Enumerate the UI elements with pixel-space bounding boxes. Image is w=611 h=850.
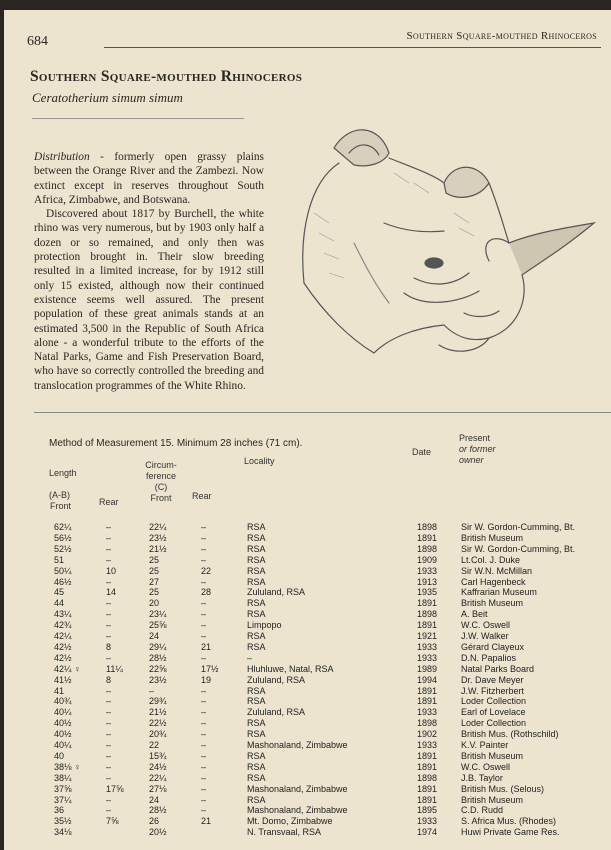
cell-length-rear: – bbox=[106, 772, 112, 783]
cell-locality: RSA bbox=[247, 631, 266, 641]
table-row bbox=[4, 816, 611, 827]
table-row bbox=[4, 795, 611, 806]
cell-circumference-rear: – bbox=[201, 532, 207, 543]
cell-locality: Zululand, RSA bbox=[247, 707, 306, 718]
header-date: Date bbox=[412, 447, 432, 457]
cell-circumference-front: 23¼ bbox=[149, 609, 167, 620]
cell-locality: RSA bbox=[247, 565, 266, 576]
cell-date: 1895 bbox=[417, 805, 438, 816]
header-ab: (A-B) bbox=[49, 490, 70, 500]
measurement-method: Method of Measurement 15. Minimum 28 inches (71 cm). bbox=[49, 438, 303, 449]
header-rear: Rear bbox=[99, 497, 119, 507]
cell-circumference-front: 22¼ bbox=[149, 522, 167, 532]
cell-length-front: 50¼ bbox=[54, 565, 72, 576]
cell-owner: British Mus. (Selous) bbox=[461, 783, 545, 794]
cell-length-rear: – bbox=[106, 718, 112, 729]
cell-circumference-rear: – bbox=[201, 652, 207, 663]
cell-length-rear: – bbox=[106, 543, 112, 554]
cell-length-front: 37⅝ bbox=[54, 783, 72, 794]
cell-circumference-rear: 19 bbox=[201, 674, 212, 685]
section-rule bbox=[34, 412, 611, 413]
cell-owner: Natal Parks Board bbox=[461, 663, 535, 674]
header-locality: Locality bbox=[244, 456, 275, 466]
rhino-head-illustration bbox=[294, 113, 604, 368]
cell-locality: RSA bbox=[247, 772, 266, 783]
cell-owner: British Mus. (Rothschild) bbox=[461, 729, 559, 740]
cell-owner: J.B. Taylor bbox=[461, 772, 503, 783]
cell-length-front: 51 bbox=[54, 554, 65, 565]
cell-date: 1891 bbox=[417, 620, 438, 631]
cell-length-front: 43¼ bbox=[54, 609, 72, 620]
cell-owner: D.N. Papalios bbox=[461, 652, 517, 663]
cell-length-front: 35½ bbox=[54, 816, 72, 827]
cell-circumference-front: 20¾ bbox=[149, 729, 167, 740]
cell-circumference-rear: – bbox=[201, 576, 207, 587]
distribution-label: Distribution bbox=[34, 151, 90, 163]
cell-locality: Mt. Domo, Zimbabwe bbox=[247, 816, 333, 827]
cell-circumference-front: 29¾ bbox=[149, 696, 167, 707]
cell-date: 1974 bbox=[417, 827, 438, 838]
table-row bbox=[4, 664, 611, 675]
cell-circumference-front: 21½ bbox=[149, 543, 167, 554]
table-row bbox=[4, 718, 611, 729]
cell-owner: Huwi Private Game Res. bbox=[461, 827, 560, 838]
cell-owner: British Museum bbox=[461, 794, 524, 805]
cell-owner: K.V. Painter bbox=[461, 740, 509, 750]
table-row bbox=[4, 762, 611, 773]
table-row bbox=[4, 566, 611, 577]
cell-length-rear: 17⅝ bbox=[106, 783, 124, 794]
table-row bbox=[4, 784, 611, 795]
cell-date: 1933 bbox=[417, 652, 438, 663]
cell-length-front: 40 bbox=[54, 750, 65, 761]
scientific-name: Ceratotherium simum simum bbox=[32, 90, 183, 105]
cell-owner: Kaffrarian Museum bbox=[461, 587, 537, 598]
cell-locality: – bbox=[247, 652, 253, 663]
page-number: 684 bbox=[27, 34, 48, 49]
cell-date: 1989 bbox=[417, 663, 438, 674]
cell-circumference-rear: 21 bbox=[201, 641, 212, 652]
cell-locality: Mashonaland, Zimbabwe bbox=[247, 740, 348, 750]
header-circ-front: Front bbox=[150, 493, 172, 503]
cell-locality: Zululand, RSA bbox=[247, 674, 306, 685]
table-row bbox=[4, 533, 611, 544]
cell-owner: Dr. Dave Meyer bbox=[461, 674, 524, 685]
cell-date: 1891 bbox=[417, 761, 438, 772]
cell-date: 1933 bbox=[417, 740, 438, 750]
cell-length-front: 38¼ bbox=[54, 772, 72, 783]
cell-locality: Hluhluwe, Natal, RSA bbox=[247, 663, 334, 674]
header-length: Length bbox=[49, 468, 77, 478]
cell-circumference-rear: – bbox=[201, 772, 207, 783]
table-row bbox=[4, 544, 611, 555]
cell-length-front: 45 bbox=[54, 587, 65, 598]
cell-circumference-front: 24 bbox=[149, 794, 160, 805]
header-owner-3: owner bbox=[459, 455, 484, 465]
cell-circumference-front: 21½ bbox=[149, 707, 167, 718]
cell-circumference-front: 22⅝ bbox=[149, 663, 167, 674]
cell-circumference-front: 20½ bbox=[149, 827, 167, 838]
header-owner-2: or former bbox=[459, 444, 496, 454]
cell-length-front: 40½ bbox=[54, 729, 72, 740]
cell-date: 1898 bbox=[417, 718, 438, 729]
cell-length-rear: – bbox=[106, 598, 112, 609]
cell-date: 1935 bbox=[417, 587, 438, 598]
cell-length-front: 44 bbox=[54, 598, 65, 609]
cell-locality: Mashonaland, Zimbabwe bbox=[247, 805, 348, 816]
cell-circumference-rear: – bbox=[201, 609, 207, 620]
cell-circumference-front: 24 bbox=[149, 631, 160, 641]
cell-date: 1891 bbox=[417, 685, 438, 696]
cell-circumference-front: 15¾ bbox=[149, 750, 167, 761]
table-row bbox=[4, 707, 611, 718]
cell-circumference-front: 29¼ bbox=[149, 641, 167, 652]
cell-owner: Loder Collection bbox=[461, 718, 527, 729]
cell-circumference-front: 25 bbox=[149, 587, 160, 598]
cell-circumference-rear: 28 bbox=[201, 587, 212, 598]
cell-date: 1933 bbox=[417, 641, 438, 652]
cell-locality: RSA bbox=[247, 576, 266, 587]
cell-owner: British Museum bbox=[461, 532, 524, 543]
cell-length-front: 46½ bbox=[54, 576, 72, 587]
cell-date: 1891 bbox=[417, 750, 438, 761]
header-rule bbox=[104, 47, 601, 48]
cell-circumference-front: – bbox=[149, 685, 155, 696]
cell-locality: RSA bbox=[247, 761, 266, 772]
cell-locality: RSA bbox=[247, 685, 266, 696]
table-row bbox=[4, 555, 611, 566]
cell-owner: Sir W.N. McMillan bbox=[461, 565, 533, 576]
cell-length-front: 42¼ bbox=[54, 631, 72, 641]
header-circum-2: ference bbox=[145, 471, 177, 481]
cell-date: 1933 bbox=[417, 816, 438, 827]
table-row bbox=[4, 642, 611, 653]
cell-length-rear: 14 bbox=[106, 587, 117, 598]
cell-length-front: 38⅛ ♀ bbox=[54, 761, 81, 772]
cell-circumference-rear: – bbox=[201, 761, 207, 772]
cell-length-rear: – bbox=[106, 729, 112, 740]
cell-owner: Sir W. Gordon-Cumming, Bt. bbox=[461, 543, 576, 554]
cell-locality: RSA bbox=[247, 794, 266, 805]
cell-circumference-rear: – bbox=[201, 750, 207, 761]
table-row bbox=[4, 696, 611, 707]
cell-circumference-rear: – bbox=[201, 543, 207, 554]
cell-circumference-rear: 22 bbox=[201, 565, 212, 576]
header-owner-1: Present bbox=[459, 433, 491, 443]
cell-circumference-front: 22 bbox=[149, 740, 160, 750]
cell-circumference-rear: – bbox=[201, 598, 207, 609]
cell-locality: RSA bbox=[247, 598, 266, 609]
cell-owner: J.W. Walker bbox=[461, 631, 509, 641]
cell-length-front: 40¼ bbox=[54, 740, 72, 750]
table-row bbox=[4, 827, 611, 838]
cell-circumference-front: 22½ bbox=[149, 718, 167, 729]
cell-length-rear: – bbox=[106, 750, 112, 761]
cell-date: 1921 bbox=[417, 631, 438, 641]
cell-circumference-rear: 17½ bbox=[201, 663, 219, 674]
cell-locality: RSA bbox=[247, 609, 266, 620]
cell-length-rear: – bbox=[106, 685, 112, 696]
cell-circumference-rear: – bbox=[201, 805, 207, 816]
cell-length-rear: – bbox=[106, 532, 112, 543]
cell-length-rear: – bbox=[106, 805, 112, 816]
cell-circumference-front: 26 bbox=[149, 816, 160, 827]
cell-length-front: 40¾ bbox=[54, 696, 72, 707]
cell-locality: RSA bbox=[247, 696, 266, 707]
cell-length-rear: – bbox=[106, 576, 112, 587]
running-head: Southern Square-mouthed Rhinoceros bbox=[406, 30, 597, 42]
cell-length-rear: 8 bbox=[106, 674, 112, 685]
cell-circumference-front: 25 bbox=[149, 565, 160, 576]
cell-date: 1933 bbox=[417, 707, 438, 718]
cell-date: 1909 bbox=[417, 554, 438, 565]
distribution-text bbox=[34, 150, 264, 393]
distribution-intro: - formerly open grassy plains between the Orange River and the Zambezi. Now extinct except in reserves throughout South Africa, Zimbabwe, and Botswana. bbox=[34, 151, 264, 206]
cell-length-front: 42¼ ♀ bbox=[54, 663, 81, 674]
cell-owner: A. Beit bbox=[461, 609, 488, 620]
cell-date: 1898 bbox=[417, 543, 438, 554]
table-row bbox=[4, 620, 611, 631]
cell-circumference-rear: – bbox=[201, 522, 207, 532]
book-page bbox=[4, 10, 611, 850]
table-row bbox=[4, 729, 611, 740]
cell-owner: Loder Collection bbox=[461, 696, 527, 707]
cell-circumference-rear: – bbox=[201, 729, 207, 740]
table-row bbox=[4, 805, 611, 816]
cell-length-front: 52½ bbox=[54, 543, 72, 554]
cell-length-front: 56½ bbox=[54, 532, 72, 543]
cell-date: 1933 bbox=[417, 565, 438, 576]
cell-length-front: 62¼ bbox=[54, 522, 72, 532]
cell-owner: British Museum bbox=[461, 598, 524, 609]
cell-circumference-rear: – bbox=[201, 794, 207, 805]
cell-owner: British Museum bbox=[461, 750, 524, 761]
cell-circumference-rear: – bbox=[201, 696, 207, 707]
cell-circumference-front: 27 bbox=[149, 576, 160, 587]
cell-locality: RSA bbox=[247, 729, 266, 740]
table-row bbox=[4, 740, 611, 751]
cell-circumference-rear: – bbox=[201, 783, 207, 794]
cell-owner: Carl Hagenbeck bbox=[461, 576, 526, 587]
cell-locality: RSA bbox=[247, 750, 266, 761]
cell-length-front: 34⅛ bbox=[54, 827, 72, 838]
table-row bbox=[4, 577, 611, 588]
table-row bbox=[4, 522, 611, 533]
cell-owner: J.W. Fitzherbert bbox=[461, 685, 525, 696]
cell-date: 1891 bbox=[417, 783, 438, 794]
cell-length-front: 37¼ bbox=[54, 794, 72, 805]
cell-date: 1898 bbox=[417, 522, 438, 532]
cell-date: 1994 bbox=[417, 674, 438, 685]
cell-length-front: 42¾ bbox=[54, 620, 72, 631]
cell-length-front: 41 bbox=[54, 685, 65, 696]
cell-owner: S. Africa Mus. (Rhodes) bbox=[461, 816, 557, 827]
cell-circumference-rear: – bbox=[201, 707, 207, 718]
cell-circumference-rear: 21 bbox=[201, 816, 212, 827]
cell-date: 1913 bbox=[417, 576, 438, 587]
cell-circumference-front: 25⅝ bbox=[149, 620, 167, 631]
cell-circumference-rear: – bbox=[201, 620, 207, 631]
title-rule bbox=[32, 118, 244, 119]
cell-circumference-rear: – bbox=[201, 718, 207, 729]
cell-circumference-front: 27⅛ bbox=[149, 783, 167, 794]
cell-circumference-front: 23½ bbox=[149, 674, 167, 685]
cell-length-front: 40¼ bbox=[54, 707, 72, 718]
cell-locality: RSA bbox=[247, 641, 266, 652]
table-row bbox=[4, 675, 611, 686]
cell-circumference-rear: – bbox=[201, 740, 207, 750]
cell-locality: RSA bbox=[247, 718, 266, 729]
cell-date: 1898 bbox=[417, 609, 438, 620]
cell-circumference-front: 28½ bbox=[149, 652, 167, 663]
header-circum-3: (C) bbox=[154, 482, 168, 492]
cell-locality: RSA bbox=[247, 532, 266, 543]
cell-length-rear: – bbox=[106, 522, 112, 532]
table-row bbox=[4, 773, 611, 784]
cell-circumference-front: 25 bbox=[149, 554, 160, 565]
cell-circumference-rear: – bbox=[201, 554, 207, 565]
cell-length-front: 36 bbox=[54, 805, 65, 816]
cell-length-rear: – bbox=[106, 740, 112, 750]
cell-circumference-front: 22¼ bbox=[149, 772, 167, 783]
cell-owner: Earl of Lovelace bbox=[461, 707, 526, 718]
cell-circumference-front: 24½ bbox=[149, 761, 167, 772]
table-row bbox=[4, 587, 611, 598]
table-row bbox=[4, 653, 611, 664]
cell-length-rear: 8 bbox=[106, 641, 112, 652]
cell-length-rear: 7⅝ bbox=[106, 816, 119, 827]
cell-length-rear: – bbox=[106, 620, 112, 631]
cell-date: 1902 bbox=[417, 729, 438, 740]
cell-length-rear: – bbox=[106, 631, 112, 641]
cell-length-rear: – bbox=[106, 794, 112, 805]
cell-locality: RSA bbox=[247, 554, 266, 565]
cell-length-rear: – bbox=[106, 554, 112, 565]
cell-circumference-front: 28½ bbox=[149, 805, 167, 816]
table-row bbox=[4, 686, 611, 697]
header-circ-rear: Rear bbox=[192, 491, 212, 501]
cell-length-rear: – bbox=[106, 609, 112, 620]
cell-date: 1891 bbox=[417, 598, 438, 609]
table-row bbox=[4, 609, 611, 620]
cell-owner: Gérard Clayeux bbox=[461, 641, 525, 652]
cell-owner: W.C. Oswell bbox=[461, 761, 511, 772]
table-row bbox=[4, 598, 611, 609]
cell-date: 1898 bbox=[417, 772, 438, 783]
cell-locality: Zululand, RSA bbox=[247, 587, 306, 598]
cell-locality: RSA bbox=[247, 522, 266, 532]
cell-length-front: 42½ bbox=[54, 652, 72, 663]
cell-circumference-front: 20 bbox=[149, 598, 160, 609]
species-title: Southern Square-mouthed Rhinoceros bbox=[30, 68, 303, 85]
cell-date: 1891 bbox=[417, 532, 438, 543]
cell-date: 1891 bbox=[417, 794, 438, 805]
cell-length-rear: – bbox=[106, 652, 112, 663]
cell-locality: RSA bbox=[247, 543, 266, 554]
cell-owner: Sir W. Gordon-Cumming, Bt. bbox=[461, 522, 576, 532]
table-row bbox=[4, 751, 611, 762]
cell-length-rear: – bbox=[106, 696, 112, 707]
header-circum-1: Circum- bbox=[145, 460, 177, 470]
cell-length-rear: – bbox=[106, 761, 112, 772]
distribution-body: Discovered about 1817 by Burchell, the white rhino was very numerous, but by 1903 only half a dozen or so remained, and only then was protection brought in. Their slow breeding resulted in a limited increase, for by 1912 still only 15 existed, although now their continued existence seems well assured. The present population of these great animals stands at an estimated 3,500 in the Republic of South Africa alone - a wonderful tribute to the efforts of the Natal Parks, Game and Fish Preservation Board, who have so correctly controlled the breeding and translocation programmes of the White Rhino. bbox=[34, 208, 264, 392]
cell-circumference-rear: – bbox=[201, 631, 207, 641]
table-row bbox=[4, 631, 611, 642]
cell-circumference-rear: – bbox=[201, 685, 207, 696]
cell-length-rear: 11¼ bbox=[106, 663, 123, 674]
cell-length-rear: – bbox=[106, 707, 112, 718]
cell-owner: C.D. Rudd bbox=[461, 805, 504, 816]
cell-locality: Mashonaland, Zimbabwe bbox=[247, 783, 348, 794]
header-front: Front bbox=[50, 501, 72, 511]
cell-locality: N. Transvaal, RSA bbox=[247, 827, 322, 838]
cell-circumference-front: 23½ bbox=[149, 532, 167, 543]
cell-length-rear: 10 bbox=[106, 565, 117, 576]
cell-date: 1891 bbox=[417, 696, 438, 707]
cell-locality: Limpopo bbox=[247, 620, 282, 631]
cell-length-front: 42½ bbox=[54, 641, 72, 652]
cell-owner: W.C. Oswell bbox=[461, 620, 511, 631]
cell-length-front: 40½ bbox=[54, 718, 72, 729]
cell-length-front: 41½ bbox=[54, 674, 72, 685]
cell-owner: Lt.Col. J. Duke bbox=[461, 554, 521, 565]
